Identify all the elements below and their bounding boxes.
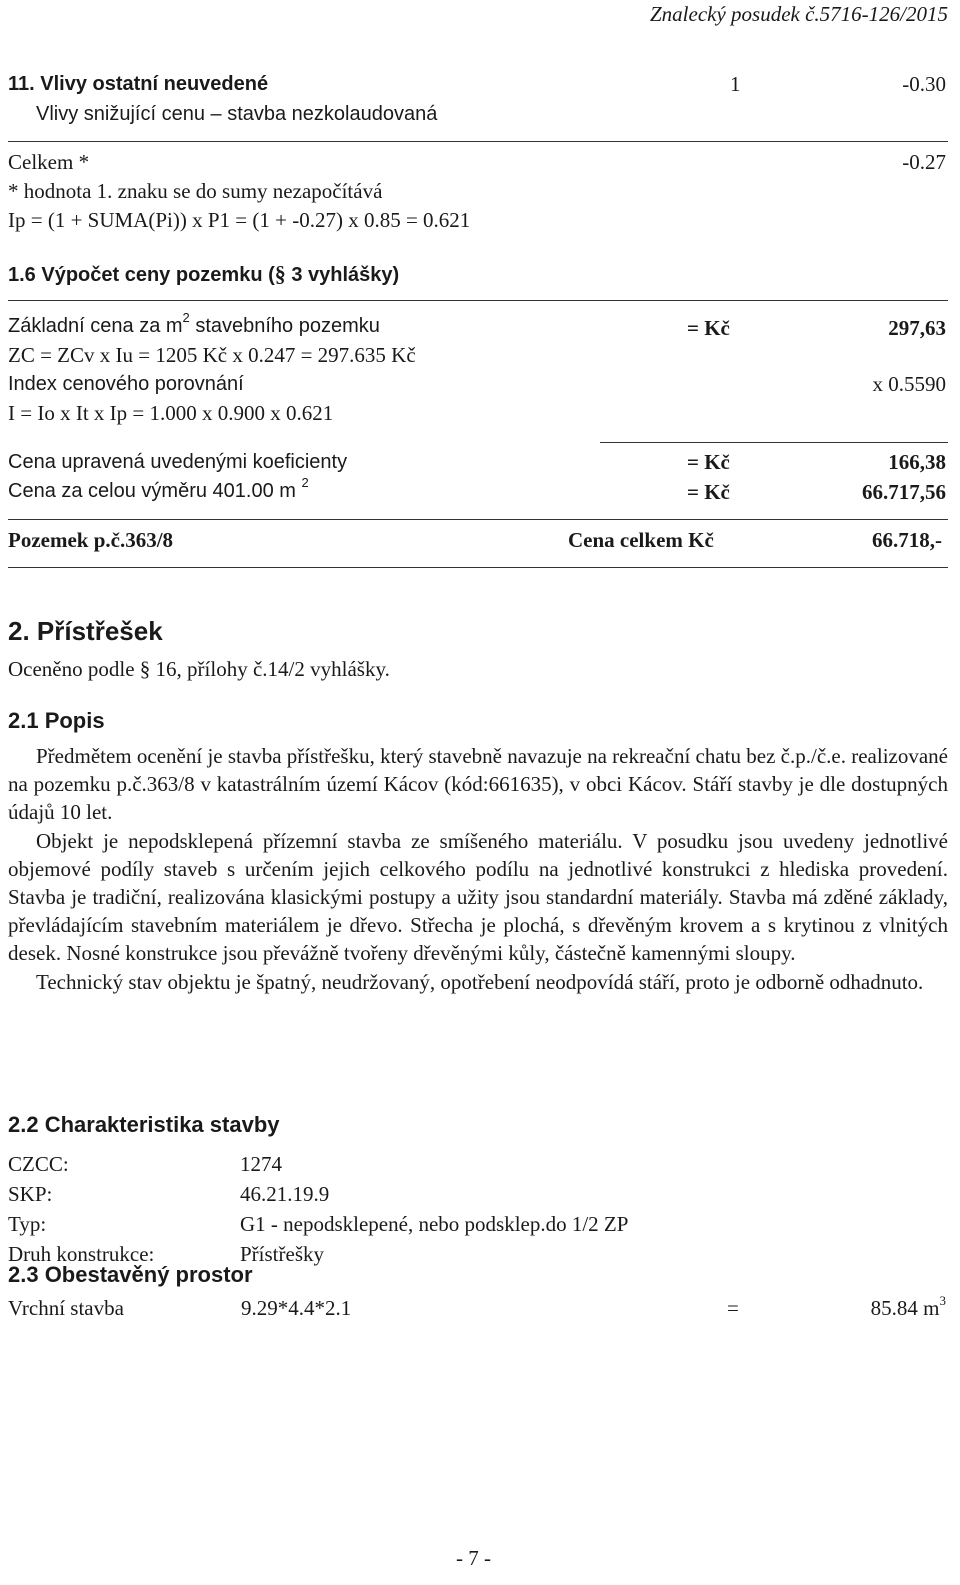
parcel-total-label: Cena celkem Kč <box>568 528 714 552</box>
description-paragraph: Objekt je nepodsklepená přízemní stavba ze smíšeného materiálu. V posudku jsou uvedeny jednotlivé objemové podíly staveb s určením jejich celkového podílu na jednotlivé konstrukci z hlediska provedení. Stavba je tradiční, realizována klasickými postupy a užity jsou standardní materiály. Stavba má zděné základy, převládajícím stavebním materiálem je dřevo. Střecha je plochá, s dřevěným krovem a s krytinou z vlnitých desek. Nosné konstrukce jsou převážně tvořeny dřevěnými kůly, částečně kamennými sloupy. <box>8 828 948 966</box>
index-label: Index cenového porovnání <box>8 373 244 395</box>
space-value: 85.84 $m^3$ <box>870 1293 946 1320</box>
adjusted-price-value: 166,38 <box>888 450 946 474</box>
total-value: -0.27 <box>902 150 946 174</box>
section-11-subtitle: Vlivy snižující cenu – stavba nezkolaudovaná <box>36 103 438 125</box>
section-sign-icon: § <box>139 657 151 681</box>
char-label-czcc: CZCC: <box>8 1152 69 1176</box>
adjusted-price-label: Cena upravená uvedenými koeficienty <box>8 451 348 473</box>
divider <box>8 519 948 520</box>
shelter-heading: 2. Přístřešek <box>8 616 163 646</box>
area-price-eq: = Kč <box>687 480 730 504</box>
page-number: - 7 - <box>456 1546 491 1570</box>
description-text <box>8 742 948 996</box>
zc-formula: ZC = ZCv x Iu = 1205 Kč x 0.247 = 297.635 Kč <box>8 343 416 367</box>
space-label: Vrchní stavba <box>8 1296 124 1320</box>
total-note: * hodnota 1. znaku se do sumy nezapočítává <box>8 179 383 203</box>
section-11-col1: 1 <box>730 72 741 96</box>
divider <box>8 141 948 142</box>
characteristics-heading: 2.2 Charakteristika stavby <box>8 1112 280 1137</box>
document-header: Znalecký posudek č.5716-126/2015 <box>649 2 948 26</box>
char-value-construction: Přístřešky <box>240 1242 324 1266</box>
divider <box>600 442 948 443</box>
char-value-skp: 46.21.19.9 <box>240 1182 330 1206</box>
adjusted-price-eq: = Kč <box>687 450 730 474</box>
divider <box>8 567 948 568</box>
divider <box>8 300 948 301</box>
base-price-label: Základní cena za $m^2$ stavebního pozemku <box>8 310 380 337</box>
total-formula: Ip = (1 + SUMA(Pi)) x P1 = (1 + -0.27) x 0.85 = 0.621 <box>8 208 471 232</box>
base-price-value: 297,63 <box>888 316 946 340</box>
section-11-title: 11. Vlivy ostatní neuvedené <box>8 73 269 95</box>
char-value-czcc: 1274 <box>240 1152 282 1176</box>
valuation-basis: Oceněno podle § 16, přílohy č.14/2 vyhlášky. <box>8 657 390 681</box>
parcel-label: Pozemek p.č.363/8 <box>8 528 174 552</box>
index-formula: I = Io x It x Ip = 1.000 x 0.900 x 0.621 <box>8 401 334 425</box>
description-paragraph: Technický stav objektu je špatný, neudržovaný, opotřebení neodpovídá stáří, proto je odborně odhadnuto. <box>36 969 924 994</box>
description-paragraph: Předmětem ocenění je stavba přístřešku, který stavebně navazuje na rekreační chatu bez č.p./č.e. realizované na pozemku p.č.363/8 v katastrálním území Kácov (kód:661635), v obci Kácov. Stáří stavby je dle dostupných údajů 10 let. <box>8 744 948 825</box>
base-price-eq: = Kč <box>687 316 730 340</box>
area-price-label: Cena za celou výměru 401.00 m $^2$ <box>8 475 309 502</box>
section-sign-icon: § <box>274 261 286 286</box>
area-price-value: 66.717,56 <box>862 480 946 504</box>
total-label: Celkem * <box>8 150 90 174</box>
index-value: x 0.5590 <box>872 372 946 396</box>
char-label-type: Typ: <box>8 1212 47 1236</box>
description-heading: 2.1 Popis <box>8 708 105 733</box>
section-11-value: -0.30 <box>902 72 946 96</box>
land-heading: 1.6 Výpočet ceny pozemku (§ 3 vyhlášky) <box>8 261 400 286</box>
char-label-construction: Druh konstrukce: <box>8 1242 155 1266</box>
char-label-skp: SKP: <box>8 1182 53 1206</box>
space-formula: 9.29*4.4*2.1 <box>241 1296 352 1320</box>
space-eq: = <box>727 1296 739 1320</box>
parcel-total-value: 66.718,- <box>872 528 942 552</box>
char-value-type: G1 - nepodsklepené, nebo podsklep.do 1/2 ZP <box>240 1212 629 1236</box>
built-space-heading: 2.3 Obestavěný prostor <box>8 1262 253 1287</box>
